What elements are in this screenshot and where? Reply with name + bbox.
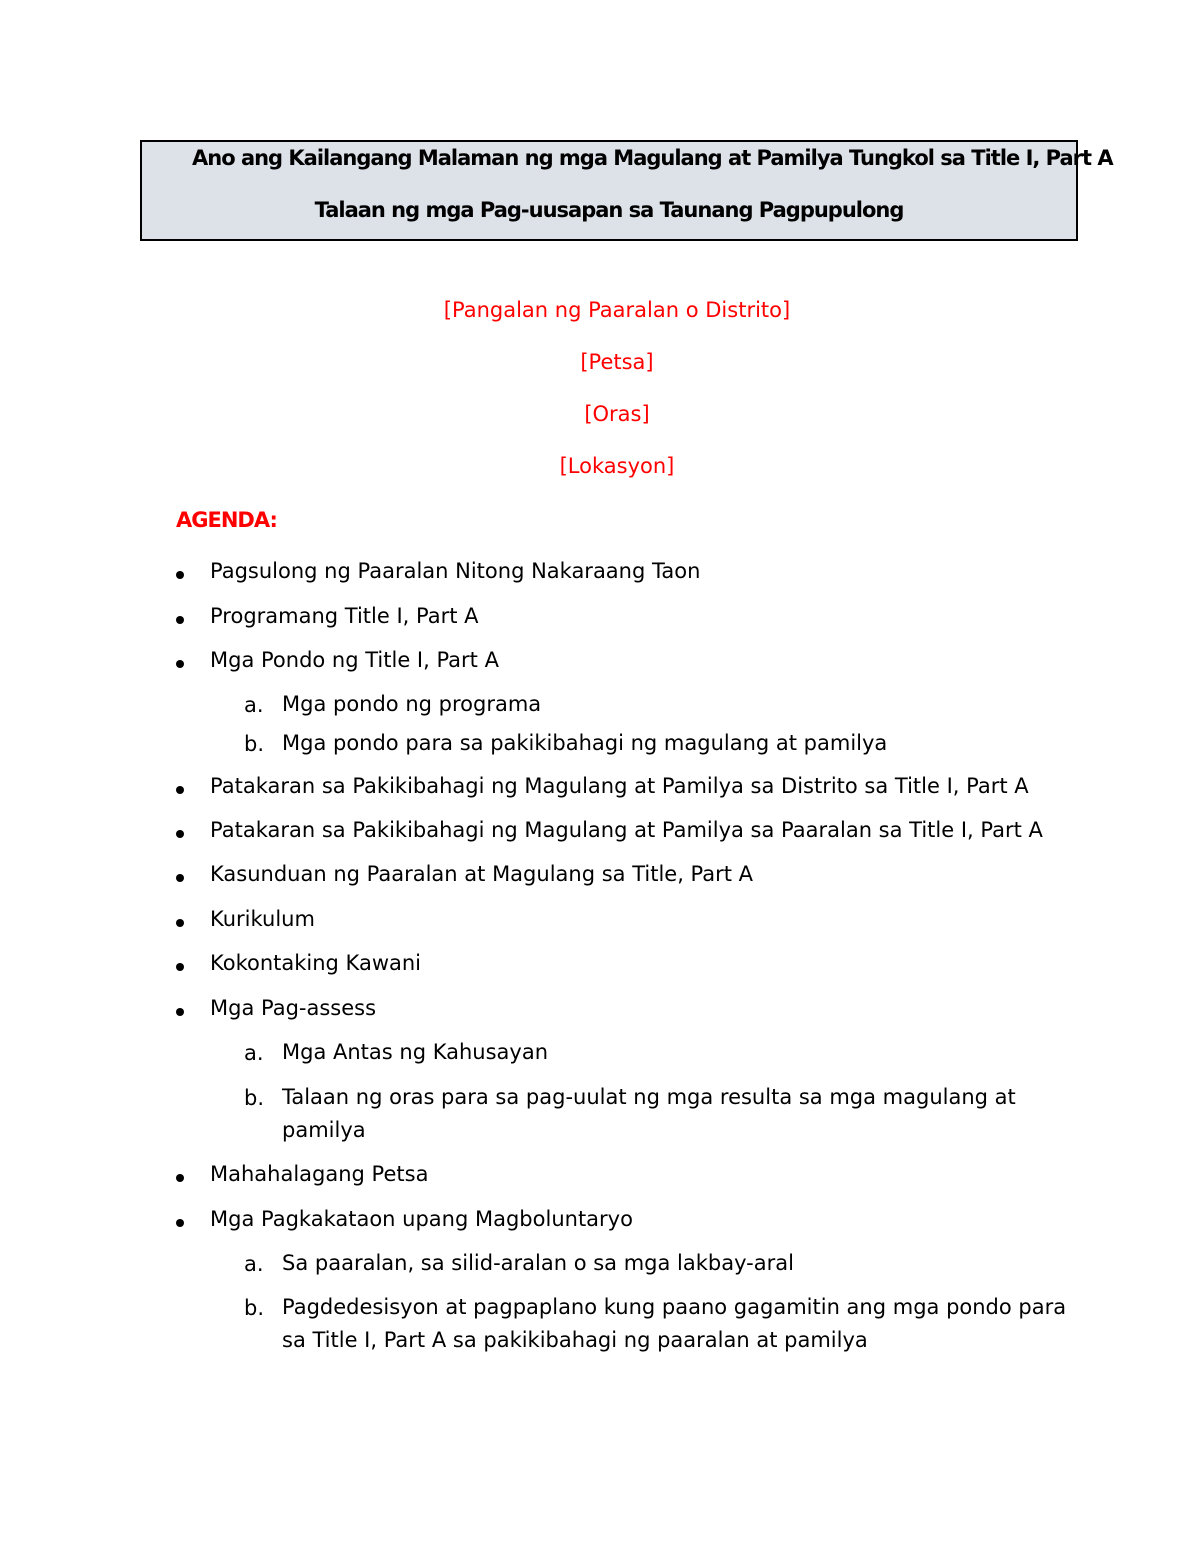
agenda-item-text: Mga Pag-assess [210, 996, 377, 1020]
bullet-icon [176, 919, 184, 927]
bullet-icon [176, 571, 184, 579]
location-placeholder: [Lokasyon] [559, 454, 675, 478]
bullet-icon [176, 1174, 184, 1182]
subitem-marker: b. [244, 732, 265, 756]
subitem-marker: a. [244, 693, 264, 717]
bullet-icon [176, 660, 184, 668]
subitem-text: Mga Antas ng Kahusayan [282, 1040, 549, 1064]
bullet-icon [176, 1219, 184, 1227]
subitem-text: Mga pondo para sa pakikibahagi ng magulang at pamilya [282, 731, 888, 755]
date-placeholder: [Petsa] [580, 350, 654, 374]
time-placeholder: [Oras] [584, 402, 650, 426]
bullet-icon [176, 830, 184, 838]
subitem-marker: b. [244, 1086, 265, 1110]
agenda-label: AGENDA: [176, 508, 277, 532]
bullet-icon [176, 874, 184, 882]
subitem-text: Sa paaralan, sa silid-aralan o sa mga lakbay-aral [282, 1251, 794, 1275]
subitem-text: Mga pondo ng programa [282, 692, 542, 716]
agenda-item-text: Kokontaking Kawani [210, 951, 422, 975]
agenda-item-text: Kurikulum [210, 907, 315, 931]
subitem-marker: a. [244, 1041, 264, 1065]
title-box [140, 140, 1113, 241]
subitem-text: Pagdedesisyon at pagpaplano kung paano gagamitin ang mga pondo para sa Title I, Part A sa pakikibahagi ng paaralan at pamilya [282, 1295, 1067, 1352]
agenda-item-text: Mga Pagkakataon upang Magboluntaryo [210, 1207, 633, 1231]
subitem-marker: a. [244, 1252, 264, 1276]
bullet-icon [176, 1008, 184, 1016]
subitem-marker: b. [244, 1296, 265, 1320]
document-title: Ano ang Kailangang Malaman ng mga Magulang at Pamilya Tungkol sa Title I, Part A [192, 146, 1113, 170]
bullet-icon [176, 616, 184, 624]
bullet-icon [176, 963, 184, 971]
document-subtitle: Talaan ng mga Pag-uusapan sa Taunang Pagpupulong [314, 198, 904, 222]
school-placeholder: [Pangalan ng Paaralan o Distrito] [443, 298, 791, 322]
agenda-item-text: Mga Pondo ng Title I, Part A [210, 648, 499, 672]
agenda-item-text: Pagsulong ng Paaralan Nitong Nakaraang Taon [210, 559, 701, 583]
bullet-icon [176, 786, 184, 794]
agenda-item-text: Patakaran sa Pakikibahagi ng Magulang at Pamilya sa Paaralan sa Title I, Part A [210, 818, 1043, 842]
agenda-item-text: Programang Title I, Part A [210, 604, 479, 628]
agenda-item-text: Kasunduan ng Paaralan at Magulang sa Title, Part A [210, 862, 754, 886]
agenda-item-text: Patakaran sa Pakikibahagi ng Magulang at Pamilya sa Distrito sa Title I, Part A [210, 774, 1029, 798]
agenda-item-text: Mahahalagang Petsa [210, 1162, 429, 1186]
subitem-text: Talaan ng oras para sa pag-uulat ng mga resulta sa mga magulang at pamilya [282, 1085, 1016, 1142]
